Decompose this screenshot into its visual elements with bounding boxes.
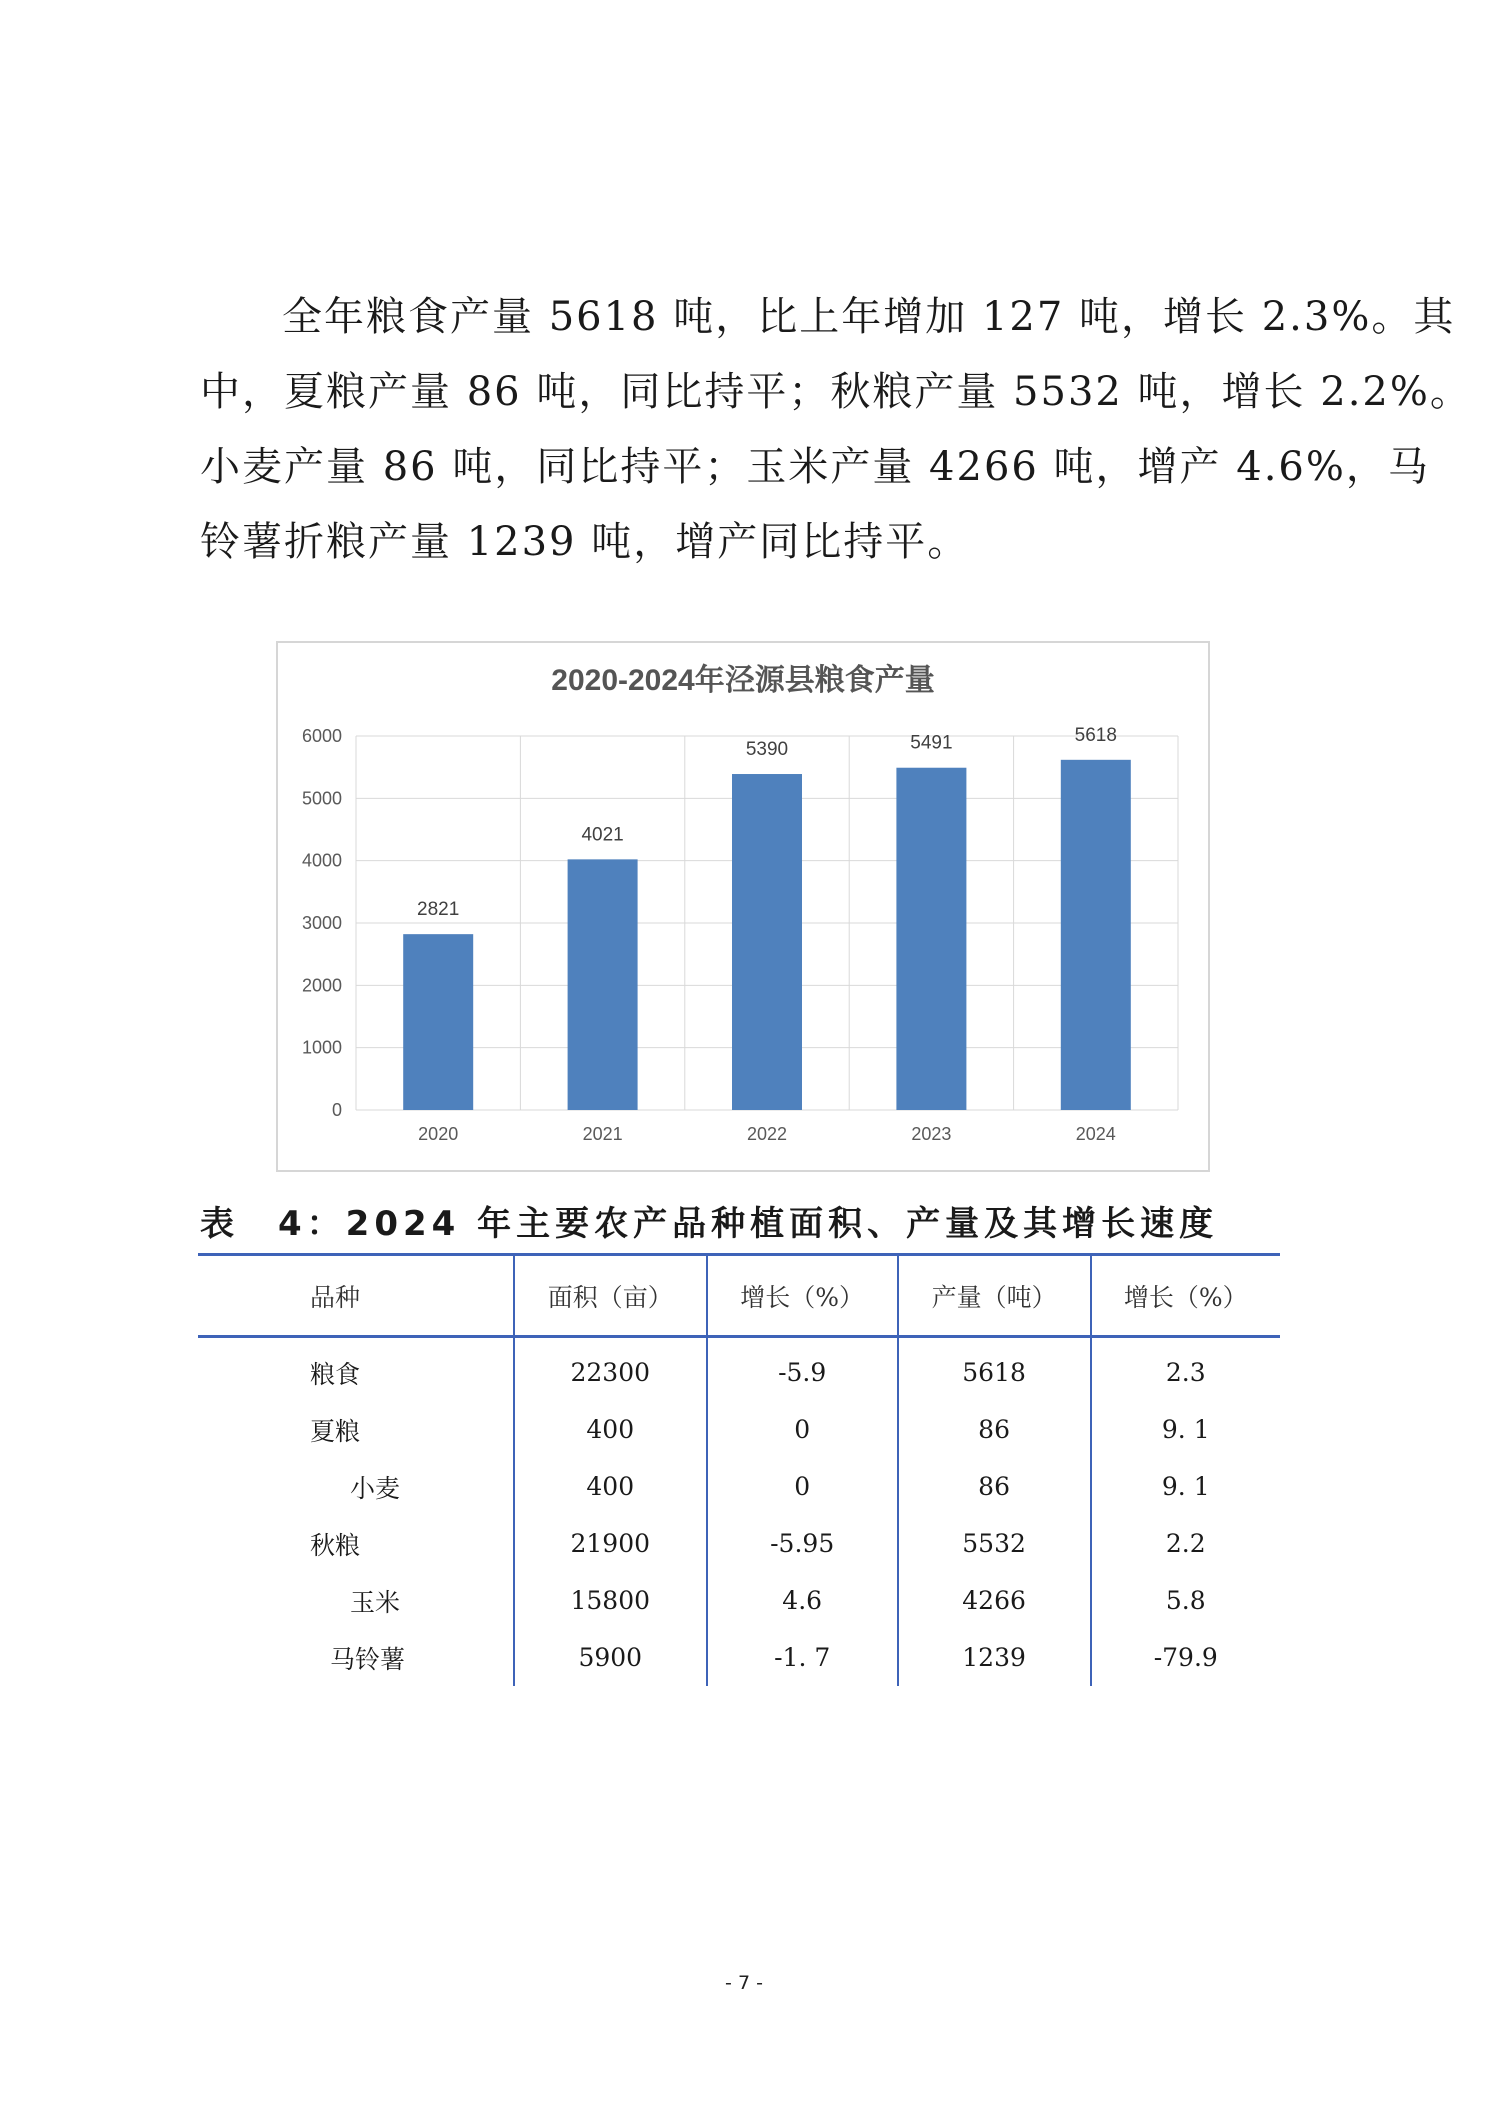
bar bbox=[1061, 760, 1131, 1110]
table-row bbox=[198, 1337, 1280, 1402]
variety-cell: 小麦 bbox=[350, 1473, 401, 1503]
page-number: - 7 - bbox=[725, 1972, 763, 1994]
header-output: 产量（吨） bbox=[898, 1255, 1091, 1337]
variety-cell: 秋粮 bbox=[310, 1530, 361, 1560]
output-growth-cell: 2.3 bbox=[1091, 1337, 1280, 1402]
table-header-row bbox=[198, 1255, 1280, 1337]
chart-title: 2020-2024年泾源县粮食产量 bbox=[551, 664, 935, 697]
output-cell: 1239 bbox=[898, 1629, 1091, 1686]
output-cell: 4266 bbox=[898, 1572, 1091, 1629]
bar bbox=[896, 768, 966, 1110]
bar bbox=[732, 774, 802, 1110]
bar bbox=[403, 934, 473, 1110]
output-cell: 5532 bbox=[898, 1515, 1091, 1572]
y-tick-label: 0 bbox=[331, 1100, 342, 1120]
output-growth-cell: 9. 1 bbox=[1091, 1401, 1280, 1458]
area-growth-cell: -5.9 bbox=[707, 1337, 898, 1402]
variety-cell: 夏粮 bbox=[310, 1416, 361, 1446]
area-cell: 15800 bbox=[514, 1572, 707, 1629]
area-cell: 22300 bbox=[514, 1337, 707, 1402]
y-tick-label: 2000 bbox=[301, 975, 342, 996]
bar bbox=[568, 859, 638, 1110]
paragraph-line: 小麦产量 86 吨，同比持平；玉米产量 4266 吨，增产 4.6%，马 bbox=[200, 444, 1430, 490]
data-label: 4021 bbox=[581, 824, 624, 846]
table-row bbox=[198, 1401, 1280, 1458]
output-growth-cell: 2.2 bbox=[1091, 1515, 1280, 1572]
data-label: 5618 bbox=[1074, 724, 1117, 746]
table-row bbox=[198, 1629, 1280, 1686]
output-growth-cell: 5.8 bbox=[1091, 1572, 1280, 1629]
variety-cell: 玉米 bbox=[350, 1587, 401, 1617]
output-growth-cell: 9. 1 bbox=[1091, 1458, 1280, 1515]
x-tick-label: 2024 bbox=[1075, 1124, 1116, 1144]
y-tick-label: 6000 bbox=[301, 726, 342, 746]
variety-cell: 粮食 bbox=[310, 1359, 361, 1389]
area-growth-cell: 4.6 bbox=[707, 1572, 898, 1629]
area-growth-cell: 0 bbox=[707, 1401, 898, 1458]
table-row bbox=[198, 1515, 1280, 1572]
area-cell: 5900 bbox=[514, 1629, 707, 1686]
area-cell: 400 bbox=[514, 1458, 707, 1515]
y-tick-label: 5000 bbox=[301, 788, 342, 809]
paragraph-line: 全年粮食产量 5618 吨，比上年增加 127 吨，增长 2.3%。其 bbox=[282, 294, 1456, 340]
bar-chart-svg bbox=[278, 643, 1208, 1170]
output-cell: 86 bbox=[898, 1458, 1091, 1515]
table-row bbox=[198, 1458, 1280, 1515]
header-area: 面积（亩） bbox=[514, 1255, 707, 1337]
data-label: 5390 bbox=[745, 739, 789, 761]
paragraph-line: 中，夏粮产量 86 吨，同比持平；秋粮产量 5532 吨，增长 2.2%。 bbox=[200, 369, 1472, 415]
y-tick-label: 4000 bbox=[301, 850, 342, 871]
crop-table bbox=[198, 1253, 1280, 1686]
area-cell: 400 bbox=[514, 1401, 707, 1458]
y-tick-label: 3000 bbox=[301, 913, 342, 933]
variety-cell: 马铃薯 bbox=[330, 1644, 406, 1674]
data-label: 5491 bbox=[910, 732, 953, 754]
grain-output-chart bbox=[276, 641, 1210, 1172]
x-tick-label: 2021 bbox=[582, 1124, 623, 1144]
x-tick-label: 2022 bbox=[746, 1124, 788, 1144]
output-cell: 86 bbox=[898, 1401, 1091, 1458]
paragraph-line: 铃薯折粮产量 1239 吨，增产同比持平。 bbox=[200, 519, 970, 565]
area-cell: 21900 bbox=[514, 1515, 707, 1572]
area-growth-cell: -5.95 bbox=[707, 1515, 898, 1572]
header-variety: 品种 bbox=[198, 1255, 514, 1337]
data-label: 2821 bbox=[417, 899, 460, 921]
table-row bbox=[198, 1572, 1280, 1629]
header-area-growth: 增长（%） bbox=[707, 1255, 898, 1337]
table-title: 表 4：2024 年主要农产品种植面积、产量及其增长速度 bbox=[200, 1204, 1219, 1244]
area-growth-cell: 0 bbox=[707, 1458, 898, 1515]
area-growth-cell: -1. 7 bbox=[707, 1629, 898, 1686]
x-tick-label: 2020 bbox=[418, 1124, 459, 1144]
body-paragraph bbox=[200, 280, 1472, 580]
header-output-growth: 增长（%） bbox=[1091, 1255, 1280, 1337]
output-growth-cell: -79.9 bbox=[1091, 1629, 1280, 1686]
y-tick-label: 1000 bbox=[301, 1037, 342, 1058]
output-cell: 5618 bbox=[898, 1337, 1091, 1402]
x-tick-label: 2023 bbox=[911, 1124, 952, 1144]
